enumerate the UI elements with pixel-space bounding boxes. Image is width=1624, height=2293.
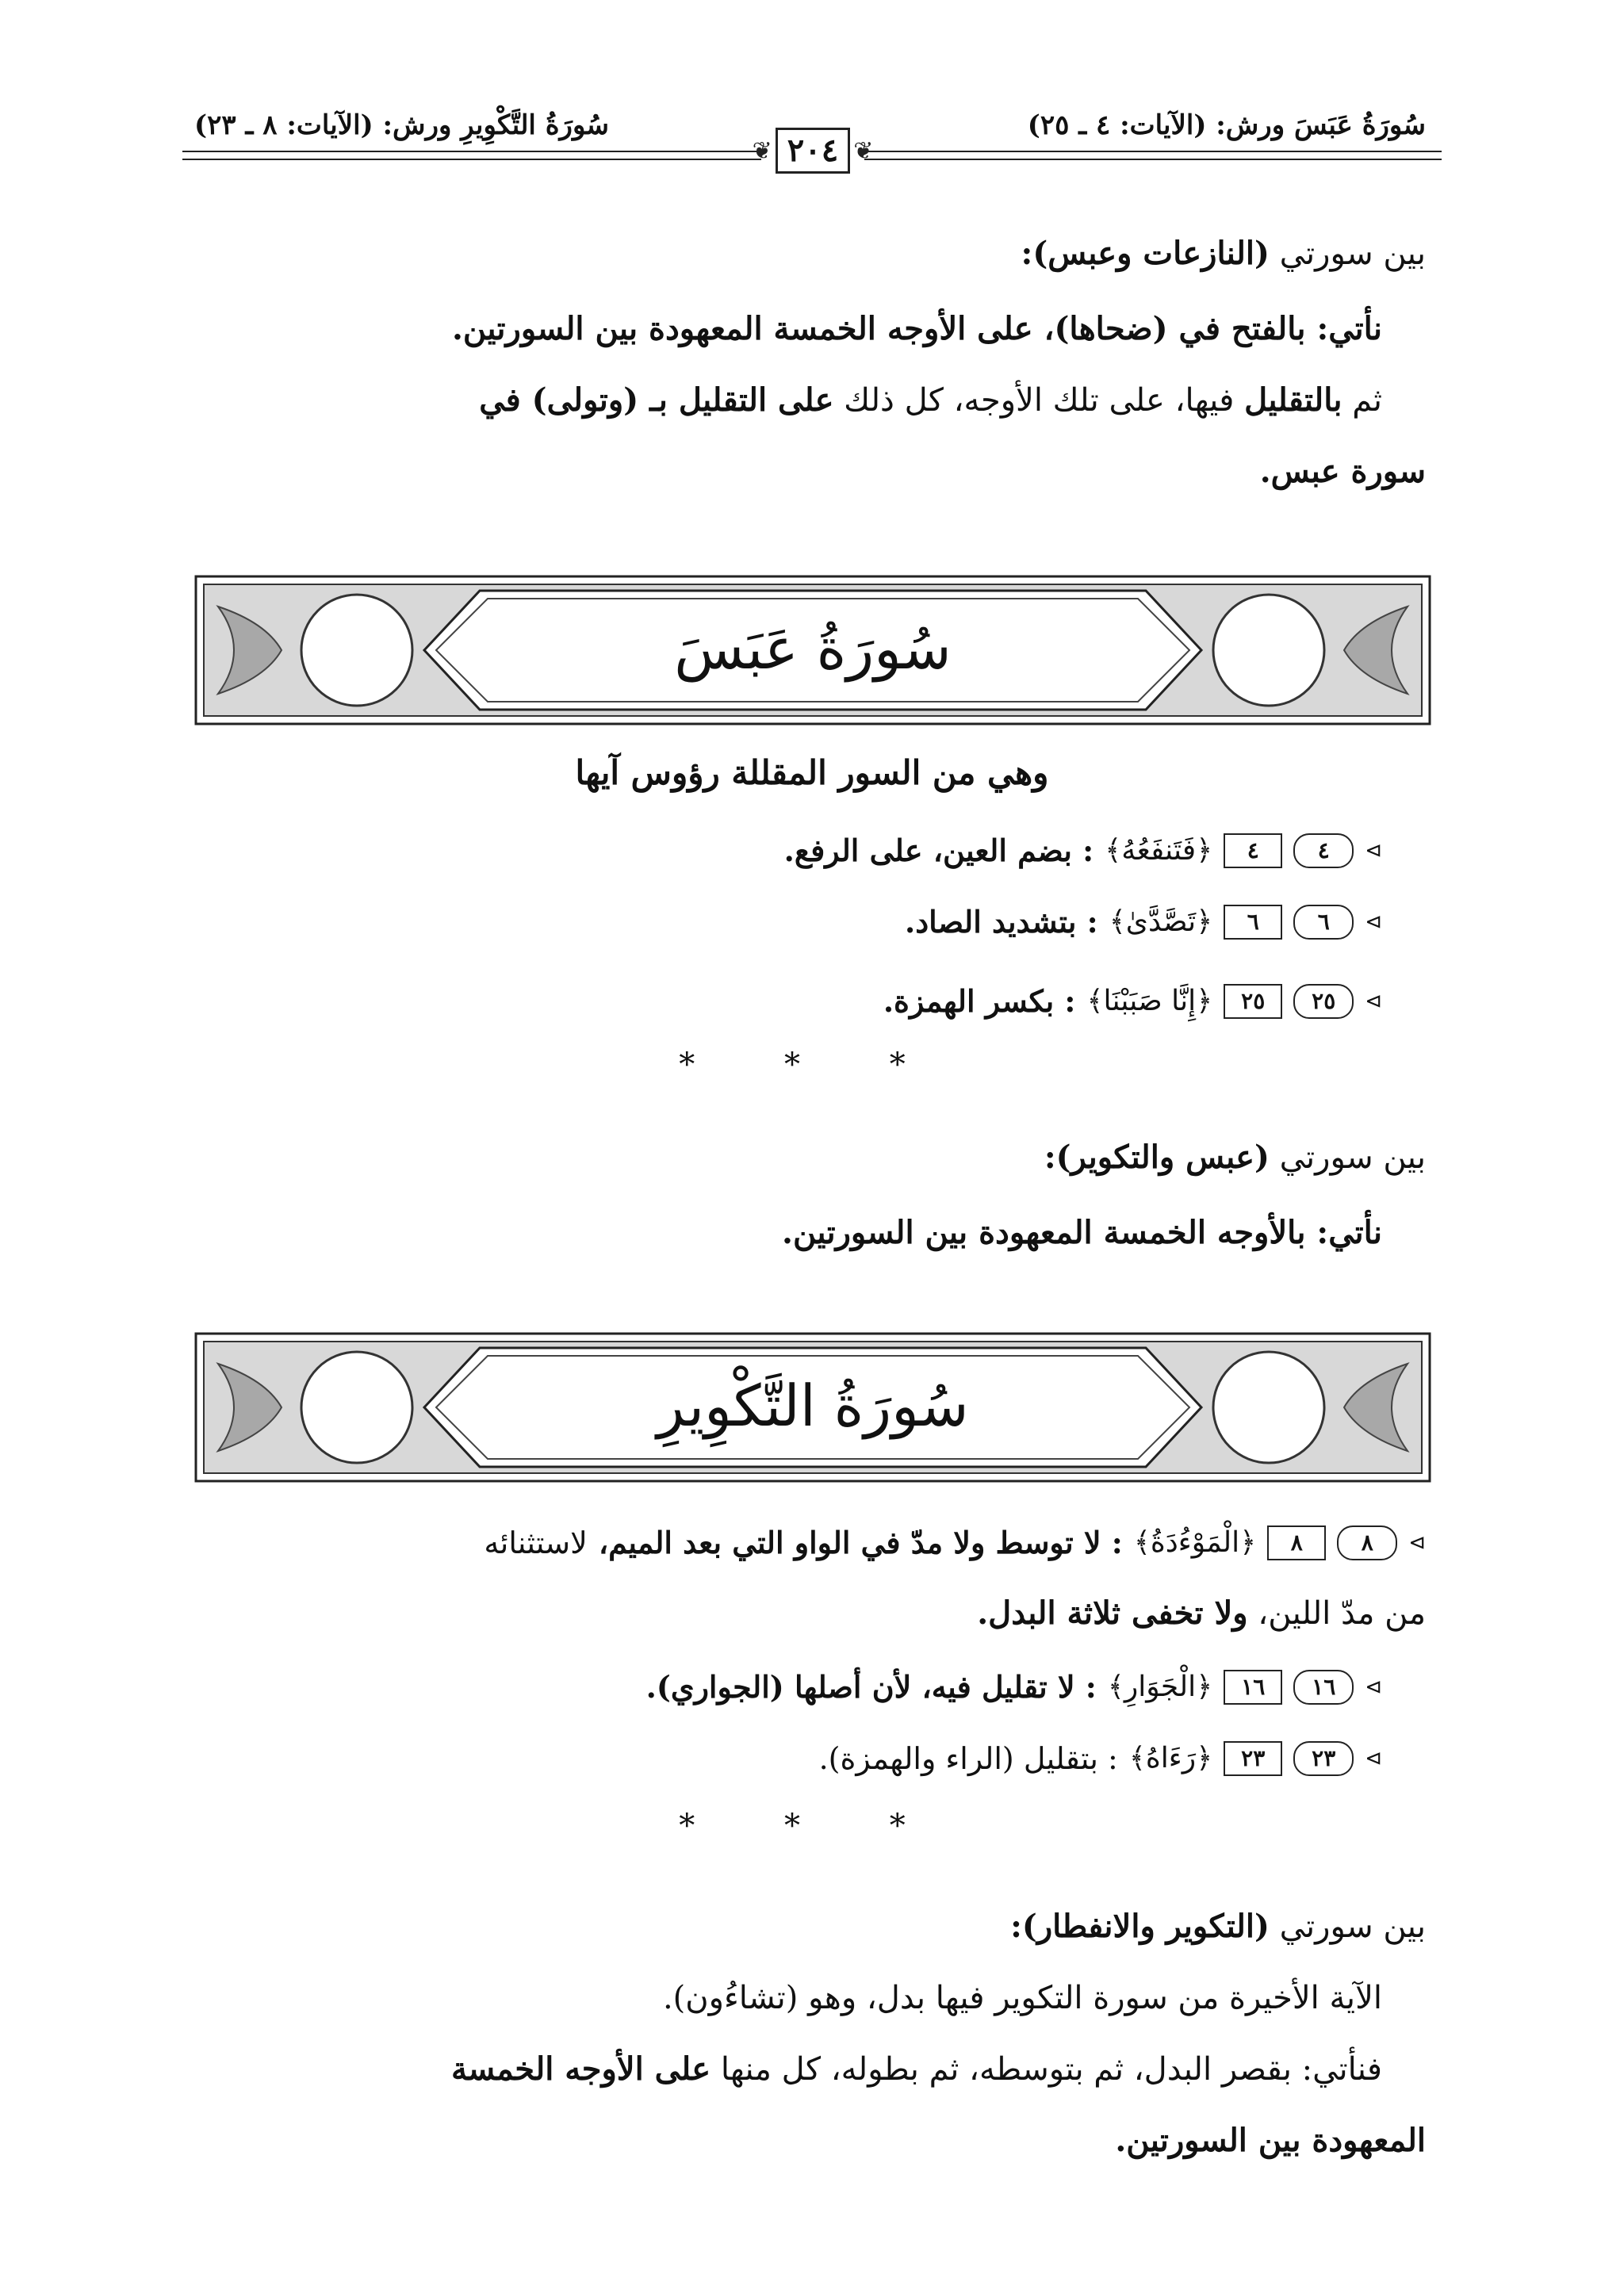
section-heading: بين سورتي (النازعات وعبس): bbox=[1021, 235, 1426, 272]
list-item: ⊳ ١٦ ١٦ ﴿الْجَوَارِ﴾ : لا تقليل فيه، لأن أصلها (الجواري). bbox=[646, 1665, 1382, 1709]
paragraph-line: نأتي: بالفتح في (ضحاها)، على الأوجه الخمسة المعهودة بين السورتين. bbox=[451, 310, 1382, 347]
separator-stars: * * * bbox=[679, 1047, 945, 1083]
paragraph-line: من مدّ اللين، ولا تخفى ثلاثة البدل. bbox=[977, 1594, 1426, 1632]
pointer-icon: ⊳ bbox=[1365, 1675, 1382, 1699]
list-item: ⊳ ٢٣ ٢٣ ﴿رَءَاهُ﴾ : بتقليل (الراء والهمزة). bbox=[819, 1736, 1382, 1781]
section-heading: بين سورتي (عبس والتكوير): bbox=[1044, 1139, 1426, 1176]
ornament-icon: ❦ bbox=[853, 136, 874, 165]
list-item: ⊳ ٨ ٨ ﴿الْمَوْءُدَةُ﴾ : لا توسط ولا مدّ في الواو التي بعد الميم، لاستثنائه bbox=[190, 1521, 1426, 1565]
paragraph-line: نأتي: بالأوجه الخمسة المعهودة بين السورتين. bbox=[782, 1214, 1382, 1251]
paragraph-line: سورة عبس. bbox=[1259, 453, 1426, 490]
list-item: ⊳ ٤ ٤ ﴿فَتَنفَعُهُ﴾ : بضم العين، على الرفع. bbox=[784, 829, 1382, 873]
section-heading: بين سورتي (التكوير والانفطار): bbox=[1010, 1908, 1426, 1945]
page-number-box: ٢٠٤ bbox=[776, 128, 850, 174]
list-item: ⊳ ٢٥ ٢٥ ﴿إِنَّا صَبَبْنَا﴾ : بكسر الهمزة. bbox=[883, 979, 1382, 1024]
ornament-icon: ❦ bbox=[752, 136, 772, 165]
banner-title: سُورَةُ التَّكْوِيرِ bbox=[657, 1372, 969, 1439]
paragraph-line: الآية الأخيرة من سورة التكوير فيها بدل، وهو (تشاءُون). bbox=[662, 1980, 1382, 2016]
surah-banner bbox=[194, 1332, 1431, 1483]
pointer-icon: ⊳ bbox=[1365, 839, 1382, 863]
separator-stars: * * * bbox=[679, 1808, 945, 1844]
surah-banner bbox=[194, 575, 1431, 725]
running-header-left: سُورَةُ التَّكْوِيرِ ورش: (الآيات: ٨ ـ ٢٣) bbox=[194, 109, 609, 141]
pointer-icon: ⊳ bbox=[1365, 990, 1382, 1013]
pointer-icon: ⊳ bbox=[1365, 910, 1382, 934]
surah-subtitle: وهي من السور المقللة رؤوس آيها bbox=[575, 753, 1049, 792]
banner-title: سُورَةُ عَبَسَ bbox=[674, 615, 952, 682]
pointer-icon: ⊳ bbox=[1408, 1531, 1426, 1555]
running-header-right: سُورَةُ عَبَسَ ورش: (الآيات: ٤ ـ ٢٥) bbox=[1027, 109, 1426, 141]
pointer-icon: ⊳ bbox=[1365, 1747, 1382, 1770]
list-item: ⊳ ٦ ٦ ﴿تَصَّدَّىٰ﴾ : بتشديد الصاد. bbox=[905, 900, 1382, 944]
paragraph-line: المعهودة بين السورتين. bbox=[1115, 2122, 1426, 2159]
paragraph-line: ثم بالتقليل فيها، على تلك الأوجه، كل ذلك على التقليل بـ (وتولى) في bbox=[479, 381, 1382, 419]
page-number bbox=[752, 127, 874, 174]
paragraph-line: فنأتي: بقصر البدل، ثم بتوسطه، ثم بطوله، كل منها على الأوجه الخمسة bbox=[451, 2050, 1382, 2088]
